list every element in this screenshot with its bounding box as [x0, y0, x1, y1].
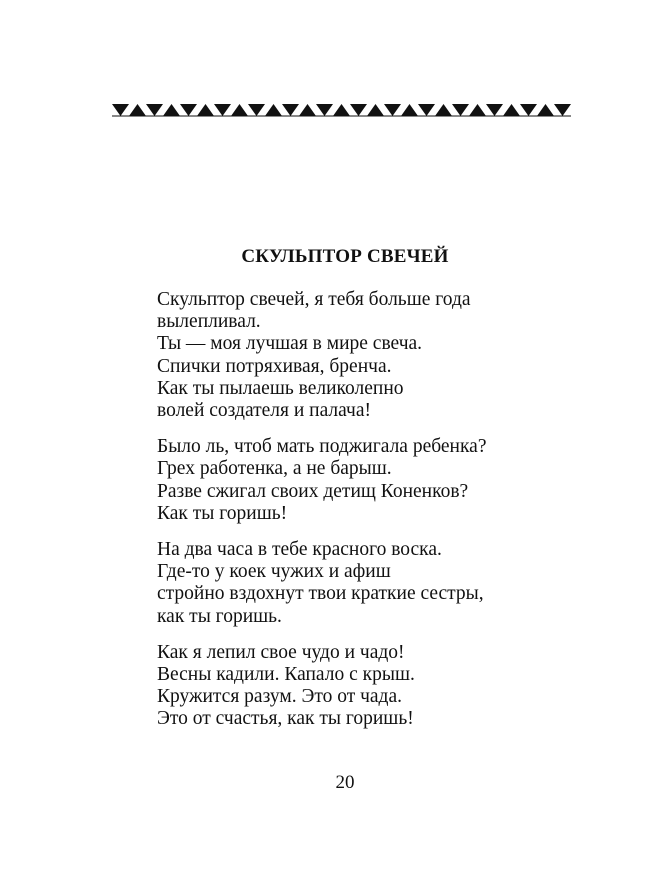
poem-line: Скульптор свечей, я тебя больше года — [157, 289, 471, 310]
ornament-triangle — [231, 104, 248, 116]
poem-line: Грех работенка, а не барыш. — [157, 458, 392, 480]
poem-line: Весны кадили. Капало с крыш. — [157, 664, 415, 686]
poem-title: СКУЛЬПТОР СВЕЧЕЙ — [241, 246, 449, 267]
ornament-triangle — [248, 104, 265, 116]
stanza — [157, 539, 607, 628]
ornament-triangle — [129, 104, 146, 116]
poem-line: Где-то у коек чужих и афиш — [157, 561, 391, 583]
ornament-triangle — [452, 104, 469, 116]
ornament-triangle — [384, 104, 401, 116]
ornament-triangle — [435, 104, 452, 116]
ornament-triangle — [146, 104, 163, 116]
ornament-triangle — [299, 104, 316, 116]
ornament-triangle — [333, 104, 350, 116]
poem-line: Это от счастья, как ты горишь! — [157, 708, 414, 730]
poem-line: Как ты горишь! — [157, 502, 288, 524]
poem-line: вылепливал. — [157, 311, 261, 333]
stanza — [157, 436, 607, 525]
ornament-triangle — [163, 104, 180, 116]
stanza — [157, 642, 607, 731]
poem-line: Как я лепил свое чудо и чадо! — [157, 641, 405, 663]
poem-line: Было ль, чтоб мать поджигала ребенка? — [157, 436, 487, 458]
ornament-triangle — [197, 104, 214, 116]
poem-line: Разве сжигал своих детищ Коненков? — [157, 480, 469, 502]
ornament-triangle — [486, 104, 503, 116]
ornament-triangle — [214, 104, 231, 116]
poem-line: как ты горишь. — [157, 605, 282, 627]
ornament-triangle — [554, 104, 571, 116]
ornament-triangle — [282, 104, 299, 116]
ornament-triangle — [316, 104, 333, 116]
poem-line: Ты — моя лучшая в мире свеча. — [157, 333, 423, 355]
poem-line: стройно вздохнут твои краткие сестры, — [157, 583, 484, 605]
ornament-triangle — [418, 104, 435, 116]
zigzag-ornament-icon — [110, 100, 580, 120]
ornament-triangle — [180, 104, 197, 116]
ornament-triangle — [520, 104, 537, 116]
ornament-triangle — [265, 104, 282, 116]
ornament-triangle — [537, 104, 554, 116]
poem-body — [157, 289, 607, 745]
ornament-triangle — [367, 104, 384, 116]
poem-line: На два часа в тебе красного воска. — [157, 539, 442, 561]
poem-line: Кружится разум. Это от чада. — [157, 686, 403, 708]
poem-line: волей создателя и палача! — [157, 400, 371, 422]
ornament-triangle — [401, 104, 418, 116]
stanza — [157, 289, 607, 422]
ornament-triangle — [503, 104, 520, 116]
poem-line: Спички потряхивая, бренча. — [157, 355, 392, 377]
page-number: 20 — [335, 772, 355, 793]
ornament-triangle — [112, 104, 129, 116]
poem-line: Как ты пылаешь великолепно — [157, 377, 404, 399]
ornament-triangle — [469, 104, 486, 116]
ornament-triangle — [350, 104, 367, 116]
